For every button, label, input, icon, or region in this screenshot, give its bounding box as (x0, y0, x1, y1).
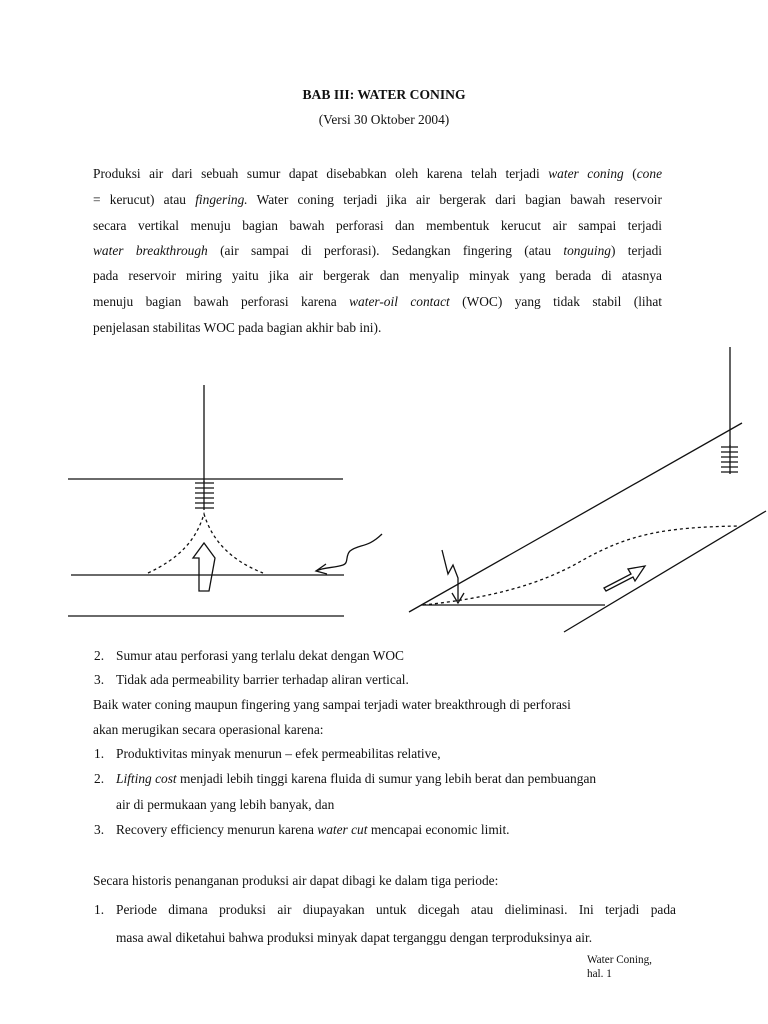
water-cone-profile (148, 514, 263, 573)
intro-line-4: water breakthrough (air sampai di perforasi). Sedangkan fingering (atau tonguing) terjadi (93, 243, 662, 258)
coning-pointer-arrow (316, 534, 382, 571)
cause-3-text: Tidak ada permeability barrier terhadap aliran vertical. (116, 672, 409, 687)
fingering-bottom-boundary (564, 511, 766, 632)
effects-intro-line-1: Baik water coning maupun fingering yang sampai terjadi water breakthrough di perforasi (93, 697, 571, 712)
effect-3-number: 3. (94, 822, 105, 837)
footer-page-number: hal. 1 (587, 968, 612, 980)
effect-1-number: 1. (94, 746, 105, 761)
intro-line-5: pada reservoir miring yaitu jika air bergerak dan menyalip minyak yang berada di atasnya (93, 268, 662, 283)
page-title: BAB III: WATER CONING (302, 87, 466, 102)
fingering-pointer-arrow (442, 550, 458, 601)
fingering-perforations (721, 445, 738, 474)
effects-intro-line-2: akan merugikan secara operasional karena: (93, 722, 324, 737)
cone-rise-arrow (193, 543, 215, 591)
period-1-line-1: Periode dimana produksi air diupayakan untuk dicegah atau dieliminasi. Ini terjadi pada (116, 902, 676, 917)
version-subtitle: (Versi 30 Oktober 2004) (318, 112, 450, 127)
period-1-line-2: masa awal diketahui bahwa produksi minyak dapat terganggu dengan terproduksinya air. (116, 930, 593, 945)
effect-2-text: Lifting cost menjadi lebih tinggi karena fluida di sumur yang lebih berat dan pembuangan (116, 771, 597, 786)
period-1-number: 1. (94, 902, 105, 917)
effect-2-continuation: air di permukaan yang lebih banyak, dan (116, 797, 335, 812)
cause-2-text: Sumur atau perforasi yang terlalu dekat dengan WOC (116, 648, 404, 663)
intro-line-6: menuju bagian bawah perforasi karena water-oil contact (WOC) yang tidak stabil (lihat (93, 294, 662, 309)
water-finger-profile (423, 526, 740, 605)
intro-line-3: secara vertikal menuju bagian bawah perforasi dan membentuk kerucut air sampai terjadi (93, 218, 662, 233)
effect-2-number: 2. (94, 771, 105, 786)
history-intro: Secara historis penanganan produksi air dapat dibagi ke dalam tiga periode: (93, 873, 499, 888)
footer-title: Water Coning, (587, 954, 652, 966)
fingering-top-boundary (409, 423, 742, 612)
cause-3-number: 3. (94, 672, 105, 687)
coning-perforations (195, 481, 214, 510)
intro-line-1: Produksi air dari sebuah sumur dapat disebabkan oleh karena telah terjadi water coning (cone (93, 166, 663, 181)
intro-line-7: penjelasan stabilitas WOC pada bagian akhir bab ini). (93, 320, 382, 335)
intro-line-2: = kerucut) atau fingering. Water coning terjadi jika air bergerak dari bagian bawah reservoir (93, 192, 662, 207)
effect-3-text: Recovery efficiency menurun karena water cut mencapai economic limit. (116, 822, 510, 837)
cause-2-number: 2. (94, 648, 105, 663)
effect-1-text: Produktivitas minyak menurun – efek permeabilitas relative, (116, 746, 441, 761)
